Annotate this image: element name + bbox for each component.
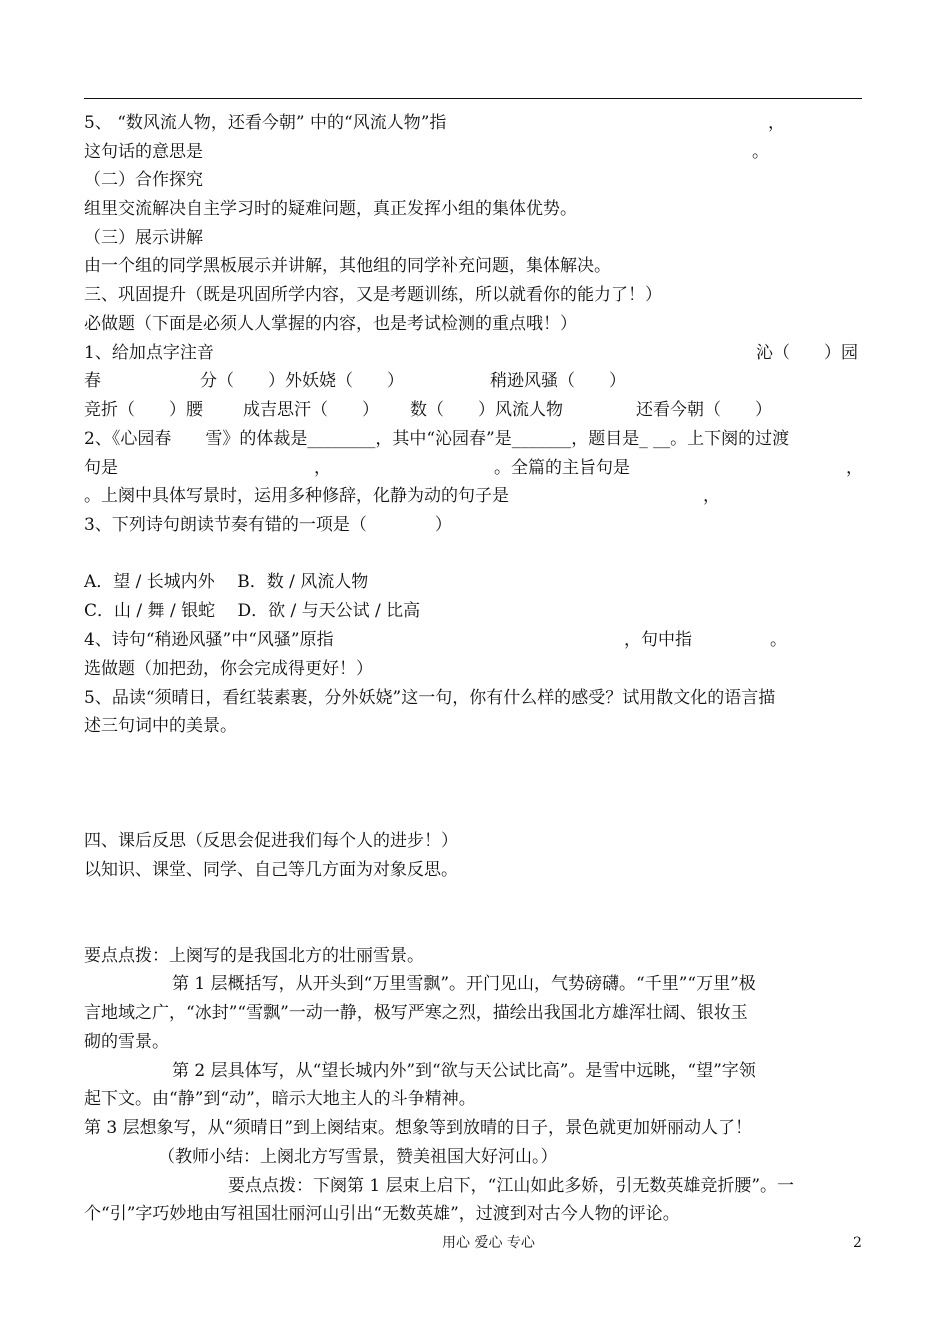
q2-line2-theme: 。全篇的主旨句是	[494, 458, 630, 478]
header-rule	[84, 98, 862, 99]
q1-item-cheng: 成吉思汗（ ）	[243, 400, 379, 420]
presentation-text: 由一个组的同学黑板展示并讲解，其他组的同学补充问题，集体解决。	[84, 256, 611, 276]
page-number: 2	[853, 1235, 862, 1251]
q3-prompt: 3、下列诗句朗读节奏有错的一项是（ ）	[84, 515, 452, 535]
q4-middle: ，句中指	[624, 630, 692, 650]
q1-item-shao: 稍逊风骚（ ）	[490, 371, 626, 391]
q1-item-fen: 分（ ）外妖娆（ ）	[200, 371, 404, 391]
reflection-text: 以知识、课堂、同学、自己等几方面为对象反思。	[84, 860, 458, 880]
q2-line2-comma2: ，	[846, 458, 863, 478]
tips-layer2-line1: 第 2 层具体写，从“望长城内外”到“欲与天公试比高”。是雪中远眺，“望”字领	[172, 1061, 756, 1081]
optional-heading: 选做题（加把劲，你会完成得更好！）	[84, 659, 373, 679]
q2-line2-start: 句是	[84, 458, 118, 478]
q1-item-jing: 竞折（ ）腰	[84, 400, 203, 420]
q2-line3: 。上阕中具体写景时，运用多种修辞，化静为动的句子是	[84, 486, 509, 506]
footer-motto: 用心 爱心 专心	[442, 1235, 535, 1251]
section-presentation: （三）展示讲解	[84, 228, 203, 248]
cooperation-text: 组里交流解决自主学习时的疑难问题，真正发挥小组的集体优势。	[84, 199, 577, 219]
q3-option-ab: A．望 / 长城内外 B．数 / 风流人物	[84, 572, 369, 592]
tips-layer1-line3: 砌的雪景。	[84, 1032, 169, 1052]
section-cooperation: （二）合作探究	[84, 170, 203, 190]
q5-line2-period: 。	[752, 142, 769, 162]
q5-line1: 5、 “数风流人物，还看今朝” 中的“风流人物”指	[84, 113, 447, 133]
q2-line3-comma: ，	[703, 486, 720, 506]
teacher-summary: （教师小结：上阕北方写雪景，赞美祖国大好河山。）	[158, 1147, 558, 1167]
q4-prompt: 4、诗句“稍逊风骚”中“风骚”原指	[84, 630, 334, 650]
tips-layer3: 第 3 层想象写，从“须晴日”到上阕结束。想象等到放晴的日子，景色就更加妍丽动人了！	[84, 1118, 753, 1138]
q5b-line1: 5、品读“须晴日，看红装素裹，分外妖娆”这一句，你有什么样的感受？试用散文化的语言描	[84, 688, 776, 708]
section-reflection: 四、课后反思（反思会促进我们每个人的进步！）	[84, 831, 458, 851]
q4-period: 。	[770, 630, 787, 650]
q1-item-shu: 数（ ）风流人物	[410, 400, 563, 420]
section-consolidation: 三、巩固提升（既是巩固所学内容，又是考题训练，所以就看你的能力了！）	[84, 285, 662, 305]
q3-option-cd: C．山 / 舞 / 银蛇 D．欲 / 与天公试 / 比高	[84, 601, 421, 621]
q5b-line2: 述三句词中的美景。	[84, 716, 237, 736]
q5-line2: 这句话的意思是	[84, 142, 203, 162]
q5-line1-comma: ，	[768, 113, 785, 133]
tips-intro: 要点点拨：上阕写的是我国北方的壮丽雪景。	[84, 946, 424, 966]
q1-item-qin: 沁（ ）园	[756, 343, 858, 363]
tips-lower-line2: 个“引”字巧妙地由写祖国壮丽河山引出“无数英雄”，过渡到对古今人物的评论。	[84, 1204, 680, 1224]
q2-line2-comma: ，	[314, 458, 331, 478]
q1-item-chun: 春	[84, 371, 101, 391]
tips-layer2-line2: 起下文。由“静”到“动”，暗示大地主人的斗争精神。	[84, 1089, 476, 1109]
tips-layer1-line2: 言地域之广，“冰封”“雪飘”一动一静，极写严寒之烈，描绘出我国北方雄浑壮阔、银妆玉	[84, 1003, 748, 1023]
q2-line1: 2、《心园春 雪》的体裁是________，其中“沁园春”是_______，题目是_ __。上下阕的过渡	[84, 429, 790, 449]
required-heading: 必做题（下面是必须人人掌握的内容，也是考试检测的重点哦！）	[84, 314, 577, 334]
q1-prompt: 1、给加点字注音	[84, 343, 214, 363]
tips-lower-line1: 要点点拨：下阕第 1 层束上启下，“江山如此多娇，引无数英雄竞折腰”。一	[228, 1176, 795, 1196]
q1-item-huan: 还看今朝（ ）	[636, 400, 772, 420]
tips-layer1-line1: 第 1 层概括写，从开头到“万里雪飘”。开门见山，气势磅礴。“千里”“万里”极	[172, 974, 756, 994]
